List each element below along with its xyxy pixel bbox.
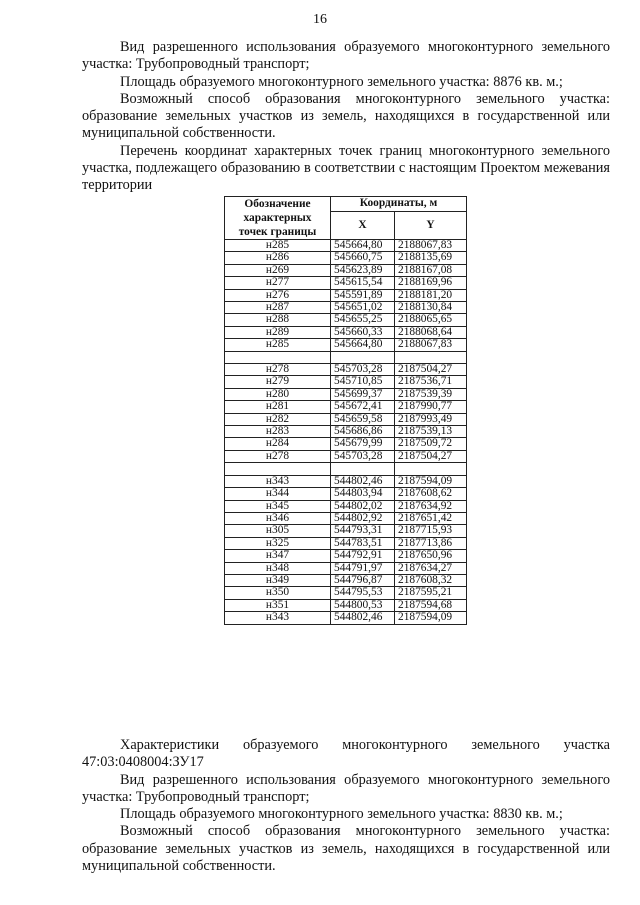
empty-cell [225,351,331,363]
table-row [225,376,467,388]
area-paragraph: Площадь образуемого многоконтурного земельного участка: 8876 кв. м.; [120,73,563,90]
y-cell: 2187651,42 [395,512,467,524]
y-cell: 2188167,08 [395,264,467,276]
point-cell: н278 [225,364,331,376]
point-cell: н283 [225,426,331,438]
table-row [225,413,467,425]
point-cell: н287 [225,302,331,314]
y-cell: 2187990,77 [395,401,467,413]
area-paragraph-2: Площадь образуемого многоконтурного земельного участка: 8830 кв. м.; [120,806,563,823]
table-row [225,587,467,599]
y-cell: 2187634,92 [395,500,467,512]
x-cell: 545686,86 [331,426,395,438]
table-row [225,426,467,438]
x-cell: 544796,87 [331,574,395,586]
x-cell: 544793,31 [331,525,395,537]
y-cell: 2187634,27 [395,562,467,574]
header-coordinates: Координаты, м [331,197,467,212]
point-cell: н347 [225,550,331,562]
empty-cell [331,463,395,475]
x-cell: 544795,53 [331,587,395,599]
empty-cell [395,463,467,475]
empty-cell [331,351,395,363]
table-row [225,339,467,351]
x-cell: 545672,41 [331,401,395,413]
x-cell: 544802,46 [331,612,395,624]
point-cell: н285 [225,240,331,252]
point-cell: н350 [225,587,331,599]
table-row [225,240,467,252]
x-cell: 545615,54 [331,277,395,289]
x-cell: 545660,33 [331,326,395,338]
point-cell: н305 [225,525,331,537]
table-row [225,574,467,586]
y-cell: 2187594,09 [395,612,467,624]
x-cell: 544803,94 [331,488,395,500]
x-cell: 544791,97 [331,562,395,574]
contour-separator-row [225,463,467,475]
y-cell: 2188135,69 [395,252,467,264]
header-x: X [331,212,395,240]
x-cell: 544802,02 [331,500,395,512]
point-cell: н269 [225,264,331,276]
x-cell: 545710,85 [331,376,395,388]
coords-intro-paragraph: Перечень координат характерных точек границ многоконтурного земельного участка, подлежащего образованию в соответствии с настоящим Проектом межевания территории [82,142,610,194]
table-row [225,401,467,413]
point-cell: н276 [225,289,331,301]
y-cell: 2187608,62 [395,488,467,500]
table-row [225,450,467,462]
empty-cell [225,463,331,475]
formation-method-paragraph-2: Возможный способ образования многоконтурного земельного участка: образование земельных участков из земель, находящихся в государственной или муниципальной собственности. [82,823,610,875]
point-cell: н345 [225,500,331,512]
y-cell: 2187594,68 [395,599,467,611]
table-row [225,364,467,376]
table-row [225,314,467,326]
table-row [225,388,467,400]
coordinates-table-body [225,240,467,625]
table-row [225,264,467,276]
empty-cell [395,351,467,363]
header-y: Y [395,212,467,240]
x-cell: 545664,80 [331,240,395,252]
bottom-section [82,737,610,875]
table-row [225,550,467,562]
x-cell: 545623,89 [331,264,395,276]
table-row [225,599,467,611]
contour-separator-row [225,351,467,363]
x-cell: 545679,99 [331,438,395,450]
point-cell: н282 [225,413,331,425]
table-row [225,612,467,624]
x-cell: 545660,75 [331,252,395,264]
y-cell: 2188067,83 [395,240,467,252]
point-cell: н346 [225,512,331,524]
y-cell: 2188181,20 [395,289,467,301]
table-row [225,500,467,512]
table-row [225,289,467,301]
x-cell: 544783,51 [331,537,395,549]
y-cell: 2187715,93 [395,525,467,537]
x-cell: 545655,25 [331,314,395,326]
x-cell: 544800,53 [331,599,395,611]
x-cell: 545699,37 [331,388,395,400]
table-row [225,562,467,574]
y-cell: 2187594,09 [395,475,467,487]
x-cell: 545659,58 [331,413,395,425]
table-row [225,326,467,338]
point-cell: н351 [225,599,331,611]
x-cell: 544802,46 [331,475,395,487]
table-row [225,537,467,549]
top-section [82,39,610,195]
characteristics-paragraph: Характеристики образуемого многоконтурного земельного участка 47:03:0408004:ЗУ17 [82,737,610,771]
coordinates-table [224,196,467,625]
x-cell: 545703,28 [331,450,395,462]
table-row [225,302,467,314]
point-cell: н343 [225,475,331,487]
point-cell: н278 [225,450,331,462]
formation-method-paragraph: Возможный способ образования многоконтурного земельного участка: образование земельных участков из земель, находящихся в государственной или муниципальной собственности. [82,90,610,142]
y-cell: 2188068,64 [395,326,467,338]
y-cell: 2188067,83 [395,339,467,351]
point-cell: н348 [225,562,331,574]
y-cell: 2188130,84 [395,302,467,314]
point-cell: н286 [225,252,331,264]
table-row [225,252,467,264]
x-cell: 545703,28 [331,364,395,376]
y-cell: 2187539,39 [395,388,467,400]
y-cell: 2187504,27 [395,364,467,376]
use-type-paragraph: Вид разрешенного использования образуемого многоконтурного земельного участка: Трубопроводный транспорт; [82,39,610,73]
table-row [225,277,467,289]
page-number: 16 [313,12,327,27]
header-point-designation: Обозначение характерных точек границы [225,197,331,240]
point-cell: н325 [225,537,331,549]
point-cell: н284 [225,438,331,450]
y-cell: 2187993,49 [395,413,467,425]
table-row [225,475,467,487]
x-cell: 545591,89 [331,289,395,301]
table-row [225,525,467,537]
y-cell: 2187539,13 [395,426,467,438]
point-cell: н343 [225,612,331,624]
table-row [225,438,467,450]
point-cell: н281 [225,401,331,413]
table-row [225,488,467,500]
point-cell: н277 [225,277,331,289]
x-cell: 545651,02 [331,302,395,314]
y-cell: 2187504,27 [395,450,467,462]
y-cell: 2187608,32 [395,574,467,586]
y-cell: 2187536,71 [395,376,467,388]
x-cell: 545664,80 [331,339,395,351]
point-cell: н285 [225,339,331,351]
point-cell: н349 [225,574,331,586]
use-type-paragraph-2: Вид разрешенного использования образуемого многоконтурного земельного участка: Трубопроводный транспорт; [82,771,610,805]
y-cell: 2187595,21 [395,587,467,599]
point-cell: н289 [225,326,331,338]
y-cell: 2188169,96 [395,277,467,289]
y-cell: 2187509,72 [395,438,467,450]
x-cell: 544802,92 [331,512,395,524]
point-cell: н288 [225,314,331,326]
x-cell: 544792,91 [331,550,395,562]
table-row [225,512,467,524]
point-cell: н280 [225,388,331,400]
point-cell: н344 [225,488,331,500]
y-cell: 2188065,65 [395,314,467,326]
y-cell: 2187713,86 [395,537,467,549]
point-cell: н279 [225,376,331,388]
y-cell: 2187650,96 [395,550,467,562]
